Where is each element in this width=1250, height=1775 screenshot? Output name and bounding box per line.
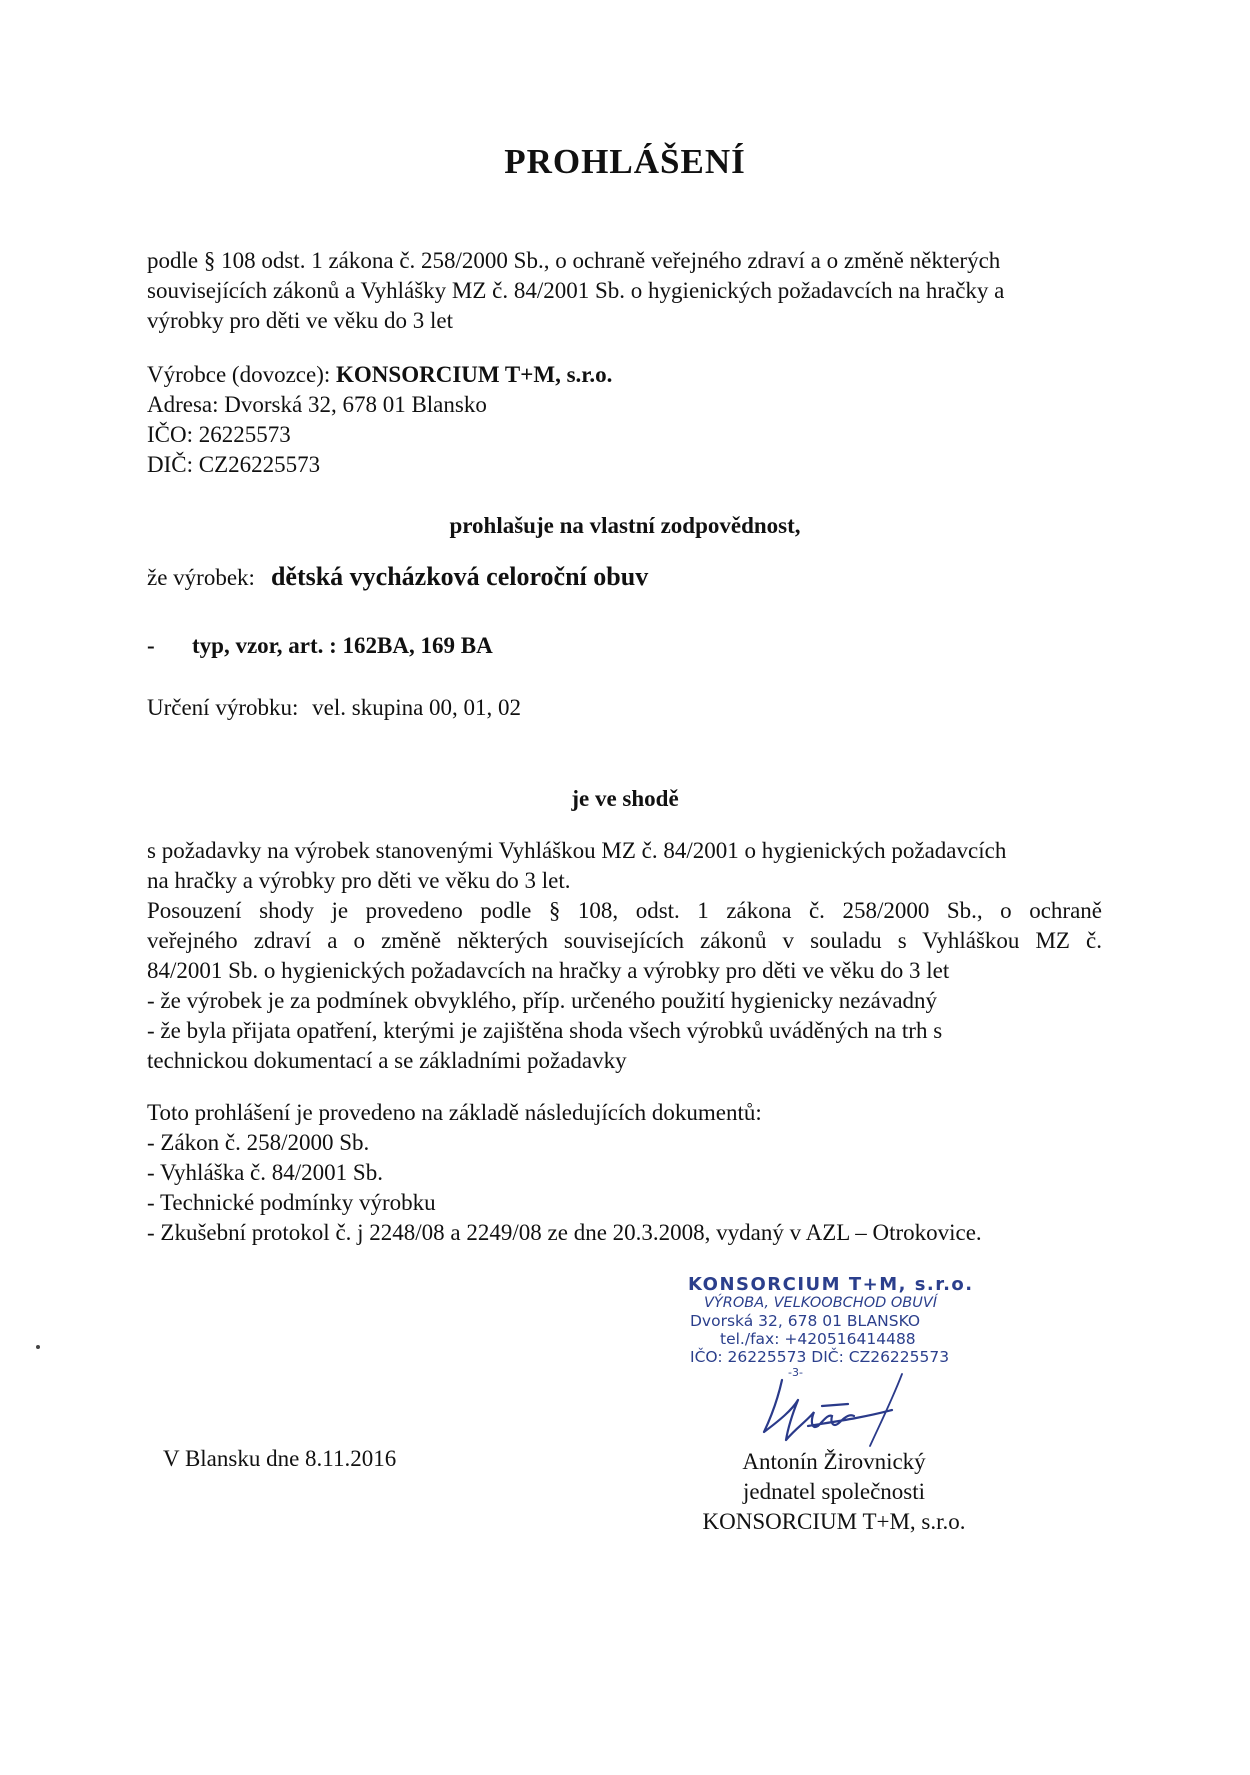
conformity-heading: je ve shodě — [571, 786, 679, 811]
documents-line: - Vyhláška č. 84/2001 Sb. — [147, 1160, 383, 1185]
stamp-company: KONSORCIUM T+M, s.r.o. — [688, 1274, 974, 1295]
declaration-statement: prohlašuje na vlastní zodpovědnost, — [449, 513, 801, 538]
conformity-body-line: s požadavky na výrobek stanovenými Vyhláškou MZ č. 84/2001 o hygienických požadavcích — [147, 838, 1007, 863]
conformity-body-line: - že výrobek je za podmínek obvyklého, příp. určeného použití hygienicky nezávadný — [147, 988, 938, 1013]
type-line — [147, 631, 493, 661]
conformity-body-line: technickou dokumentací a se základními požadavky — [147, 1048, 627, 1073]
producer-dic: DIČ: CZ26225573 — [147, 452, 321, 477]
conformity-body-line: Posouzení shody je provedeno podle § 108, odst. 1 zákona č. 258/2000 Sb., o ochraně — [147, 898, 1102, 923]
conformity-body-line: 84/2001 Sb. o hygienických požadavcích na hračky a výrobky pro děti ve věku do 3 let — [147, 958, 950, 983]
type-label: typ, vzor, art. : — [192, 633, 337, 658]
stamp-ids: IČO: 26225573 DIČ: CZ26225573 — [690, 1348, 950, 1366]
producer-ico: IČO: 26225573 — [147, 422, 291, 447]
place-and-date: V Blansku dne 8.11.2016 — [163, 1446, 397, 1471]
purpose-line — [147, 693, 521, 723]
product-label: že výrobek: — [147, 565, 255, 590]
signer-role: jednatel společnosti — [742, 1479, 926, 1504]
stamp-subtitle: VÝROBA, VELKOOBCHOD OBUVÍ — [704, 1295, 938, 1311]
signer-company: KONSORCIUM T+M, s.r.o. — [702, 1509, 966, 1534]
scan-speck — [36, 1345, 40, 1349]
intro-line: výrobky pro děti ve věku do 3 let — [147, 308, 453, 333]
product-line — [147, 562, 648, 593]
stamp-address: Dvorská 32, 678 01 BLANSKO — [690, 1312, 921, 1330]
intro-line: souvisejících zákonů a Vyhlášky MZ č. 84/2001 Sb. o hygienických požadavcích na hračky a — [147, 278, 1005, 303]
conformity-body — [147, 836, 1102, 1076]
handwritten-signature — [752, 1370, 952, 1450]
stamp-tel: tel./fax: +420516414488 — [720, 1330, 916, 1348]
stamp-number: -3- — [788, 1366, 803, 1379]
documents-list — [147, 1098, 982, 1248]
product-name: dětská vycházková celoroční obuv — [270, 562, 649, 591]
documents-line: - Zákon č. 258/2000 Sb. — [147, 1130, 370, 1155]
intro-paragraph — [147, 246, 1004, 336]
company-stamp — [688, 1276, 974, 1380]
documents-line: Toto prohlášení je provedeno na základě následujících dokumentů: — [147, 1100, 762, 1125]
type-dash: - — [147, 633, 155, 658]
signer-name: Antonín Žirovnický — [742, 1449, 926, 1474]
conformity-body-line: veřejného zdraví a o změně některých souvisejících zákonů v souladu s Vyhláškou MZ č. — [147, 928, 1102, 953]
purpose-label: Určení výrobku: — [147, 695, 299, 720]
type-value: 162BA, 169 BA — [342, 633, 493, 658]
documents-line: - Zkušební protokol č. j 2248/08 a 2249/08 ze dne 20.3.2008, vydaný v AZL – Otrokovice. — [147, 1220, 982, 1245]
producer-address: Adresa: Dvorská 32, 678 01 Blansko — [147, 392, 487, 417]
producer-label: Výrobce (dovozce): — [147, 362, 331, 387]
conformity-body-line: - že byla přijata opatření, kterými je zajištěna shoda všech výrobků uváděných na trh s — [147, 1018, 943, 1043]
producer-line — [147, 360, 612, 390]
signer-block — [686, 1447, 982, 1537]
conformity-body-line: na hračky a výrobky pro děti ve věku do 3 let. — [147, 868, 571, 893]
producer-block — [147, 360, 612, 480]
document-title: PROHLÁŠENÍ — [504, 142, 746, 181]
intro-line: podle § 108 odst. 1 zákona č. 258/2000 Sb., o ochraně veřejného zdraví a o změně některých — [147, 248, 1001, 273]
documents-line: - Technické podmínky výrobku — [147, 1190, 436, 1215]
purpose-value: vel. skupina 00, 01, 02 — [312, 695, 522, 720]
producer-name: KONSORCIUM T+M, s.r.o. — [336, 362, 613, 387]
